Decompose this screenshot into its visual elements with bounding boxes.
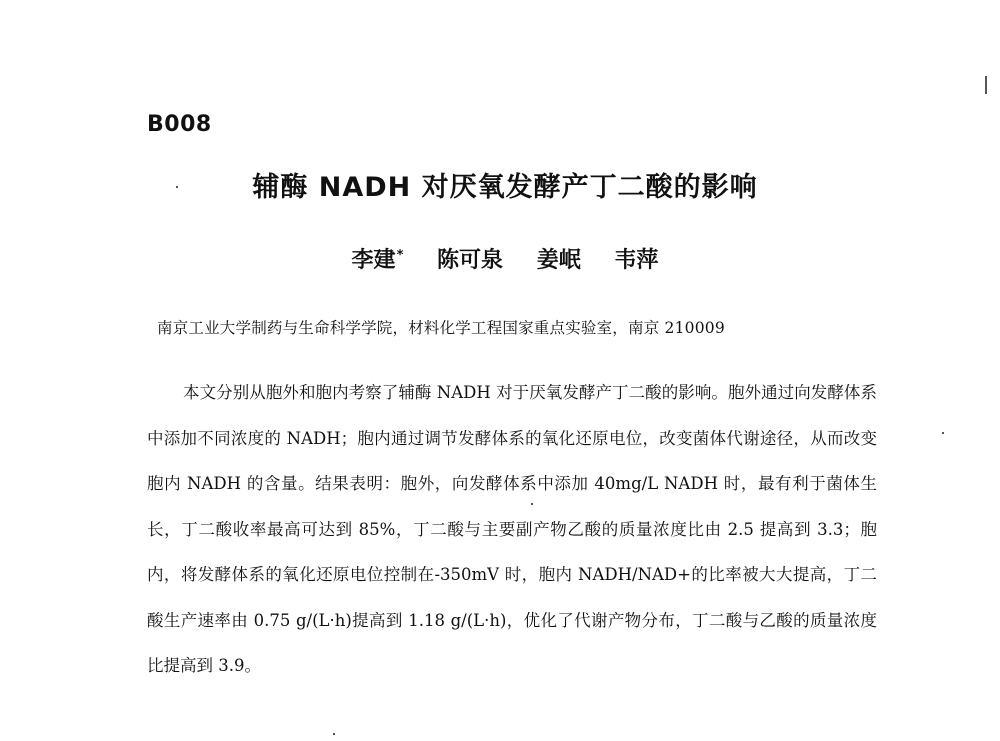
author-name: 姜岷: [536, 248, 581, 273]
author-name: 韦萍: [614, 248, 659, 273]
scan-speck: [985, 76, 987, 94]
scan-speck: [942, 432, 944, 434]
scan-speck: [176, 186, 178, 188]
corresponding-mark: *: [396, 247, 404, 263]
paper-code: B008: [147, 112, 212, 137]
author-name: 陈可泉: [437, 248, 504, 273]
affiliation: 南京工业大学制药与生命科学学院，材料化学工程国家重点实验室，南京 210009: [157, 319, 725, 337]
author-list: [0, 243, 1000, 274]
author: [537, 248, 581, 273]
author: [352, 248, 404, 273]
abstract-body: 本文分别从胞外和胞内考察了辅酶 NADH 对于厌氧发酵产丁二酸的影响。胞外通过向发酵体系中添加不同浓度的 NADH；胞内通过调节发酵体系的氧化还原电位，改变菌体代谢途径，从而改变胞内 NADH 的含量。结果表明：胞外，向发酵体系中添加 40mg/L NADH 时，最有利于菌体生长，丁二酸收率最高可达到 85%，丁二酸与主要副产物乙酸的质量浓度比由 2.5 提高到 3.3；胞内，将发酵体系的氧化还原电位控制在-350mV 时，胞内 NADH/NAD+的比率被大大提高，丁二酸生产速率由 0.75 g/(L·h)提高到 1.18 g/(L·h)，优化了代谢产物分布，丁二酸与乙酸的质量浓度比提高到 3.9。: [147, 383, 877, 675]
scan-speck: [333, 733, 335, 735]
author: [614, 248, 658, 273]
paper-title: 辅酶 NADH 对厌氧发酵产丁二酸的影响: [252, 172, 758, 203]
author-name: 李建: [351, 248, 396, 273]
scan-speck: [531, 503, 533, 505]
author: [437, 248, 503, 273]
